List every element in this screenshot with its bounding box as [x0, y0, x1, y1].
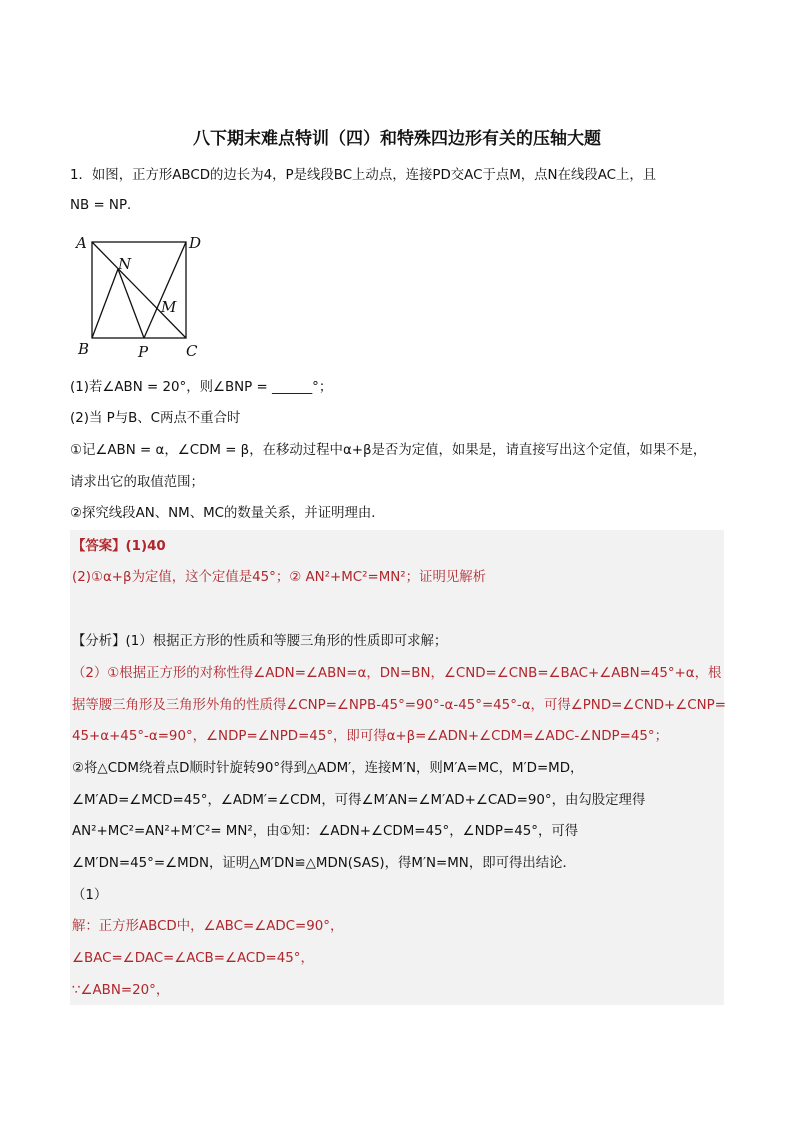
answer-line1: 【答案】(1)40 [72, 539, 166, 554]
analysis-line3: 据等腰三角形及三角形外角的性质得∠CNP=∠NPB-45°=90°-α-45°=45°-α，可得∠PND=∠CND+∠CNP= [72, 698, 726, 713]
question-sub2: ②探究线段AN、NM、MC的数量关系，并证明理由． [70, 506, 385, 521]
analysis-line8: ∠M′DN=45°=∠MDN，证明△M′DN≌△MDN(SAS)，得M′N=MN，即可得出结论． [72, 856, 576, 871]
analysis-line2: （2）①根据正方形的对称性得∠ADN=∠ABN=α，DN=BN，∠CND=∠CNB=∠BAC+∠ABN=45°+α，根 [72, 666, 722, 681]
square-diagram [72, 230, 202, 362]
question-part1: (1)若∠ABN = 20°，则∠BNP = ______°； [70, 380, 333, 395]
page-title: 八下期末难点特训（四）和特殊四边形有关的压轴大题 [193, 129, 601, 149]
question-sub1-line2: 请求出它的取值范围； [70, 475, 204, 490]
segment-np [118, 269, 144, 338]
label-c: C [186, 342, 198, 360]
label-m: M [161, 298, 177, 316]
question-part2: (2)当 P与B、C两点不重合时 [70, 411, 241, 426]
solution-line3: ∠BAC=∠DAC=∠ACB=∠ACD=45°， [72, 951, 314, 966]
label-b: B [78, 340, 90, 358]
segment-pd [144, 242, 186, 338]
label-n: N [118, 255, 132, 273]
solution-line1: （1） [72, 888, 108, 903]
analysis-line4: 45+α+45°-α=90°，∠NDP=∠NPD=45°，即可得α+β=∠ADN+∠CDM=∠ADC-∠NDP=45°； [72, 729, 668, 744]
answer-line2: (2)①α+β为定值，这个定值是45°；② AN²+MC²=MN²；证明见解析 [72, 570, 487, 585]
question-stem-line2: NB = NP． [70, 198, 141, 213]
analysis-line5: ②将△CDM绕着点D顺时针旋转90°得到△ADM′，连接M′N，则M′A=MC，M′D=MD， [72, 761, 584, 776]
solution-line2: 解：正方形ABCD中，∠ABC=∠ADC=90°， [72, 919, 344, 934]
question-stem-line1: 1．如图，正方形ABCD的边长为4，P是线段BC上动点，连接PD交AC于点M，点N在线段AC上，且 [70, 168, 657, 183]
label-a: A [76, 234, 87, 252]
label-p: P [138, 343, 149, 361]
segment-bn [92, 269, 118, 338]
analysis-line1: 【分析】(1）根据正方形的性质和等腰三角形的性质即可求解； [72, 634, 448, 649]
question-sub1-line1: ①记∠ABN = α，∠CDM = β，在移动过程中α+β是否为定值，如果是，请直接写出这个定值，如果不是， [70, 443, 707, 458]
solution-line4: ∵∠ABN=20°， [72, 983, 170, 998]
analysis-line6: ∠M′AD=∠MCD=45°，∠ADM′=∠CDM，可得∠M′AN=∠M′AD+∠CAD=90°，由勾股定理得 [72, 793, 646, 808]
label-d: D [189, 234, 202, 252]
analysis-line7: AN²+MC²=AN²+M′C²= MN²，由①知：∠ADN+∠CDM=45°，∠NDP=45°，可得 [72, 824, 579, 839]
